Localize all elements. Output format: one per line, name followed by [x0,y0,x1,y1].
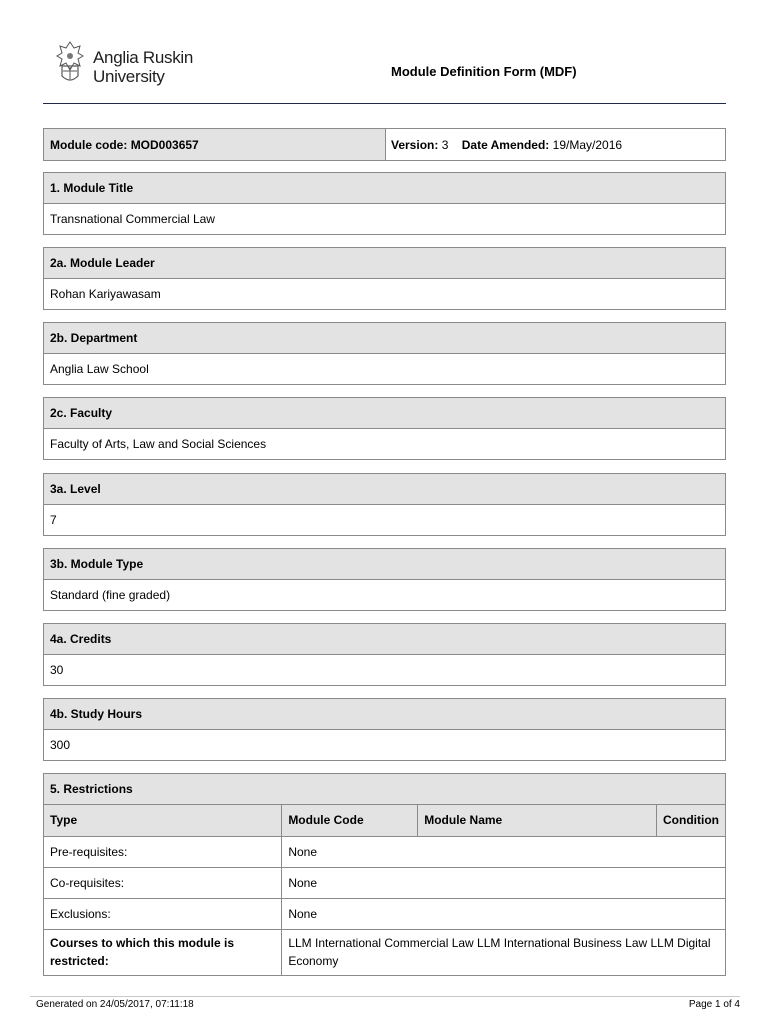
table-row [44,836,725,867]
section-label: 2c. Faculty [44,398,725,429]
form-title: Module Definition Form (MDF) [391,64,577,79]
section-module-type [43,548,726,611]
section-faculty [43,397,726,460]
table-header-row [44,805,725,836]
section-label: 4b. Study Hours [44,699,725,730]
section-level [43,473,726,536]
table-row [44,867,725,898]
university-name: Anglia Ruskin University [93,48,194,86]
section-label: 5. Restrictions [44,774,725,805]
row-code: LLM International Commercial Law LLM International Business Law LLM Digital Economy [282,929,725,975]
page-number: Page 1 of 4 [688,999,740,1010]
section-label: 3b. Module Type [44,549,725,580]
section-label: 2b. Department [44,323,725,354]
section-module-title [43,172,726,235]
section-study-hours [43,698,726,761]
column-header: Module Code [282,805,418,836]
row-code: None [282,898,725,929]
module-code: Module code: MOD003657 [44,129,386,160]
section-credits [43,623,726,686]
section-label: 3a. Level [44,474,725,505]
section-label: 4a. Credits [44,624,725,655]
section-restrictions [43,773,726,976]
page-footer [30,996,740,1010]
column-header: Condition [657,805,725,836]
section-value: Standard (fine graded) [50,588,171,602]
section-value: Transnational Commercial Law [50,212,215,226]
row-code: None [282,836,725,867]
crest-icon [55,40,85,86]
section-value: 300 [50,738,71,752]
column-header: Module Name [418,805,657,836]
column-header: Type [44,805,282,836]
row-type: Exclusions: [44,898,282,929]
restrictions-table [44,805,725,975]
section-label: 1. Module Title [44,173,725,204]
table-row [44,929,725,975]
section-value: Faculty of Arts, Law and Social Sciences [50,437,267,451]
section-value: 30 [50,663,64,677]
section-value: Rohan Kariyawasam [50,287,161,301]
section-value: 7 [50,513,57,527]
row-code: None [282,867,725,898]
section-label: 2a. Module Leader [44,248,725,279]
section-department [43,322,726,385]
table-row [44,898,725,929]
module-code-row [43,128,726,161]
page-header [43,38,726,104]
row-type: Courses to which this module is restricted: [44,929,282,975]
section-module-leader [43,247,726,310]
row-type: Co-requisites: [44,867,282,898]
section-value: Anglia Law School [50,362,149,376]
row-type: Pre-requisites: [44,836,282,867]
version-info: Version: 3 Date Amended: 19/May/2016 [391,138,623,152]
generated-timestamp: Generated on 24/05/2017, 07:11:18 [36,999,194,1010]
university-logo [55,38,225,90]
